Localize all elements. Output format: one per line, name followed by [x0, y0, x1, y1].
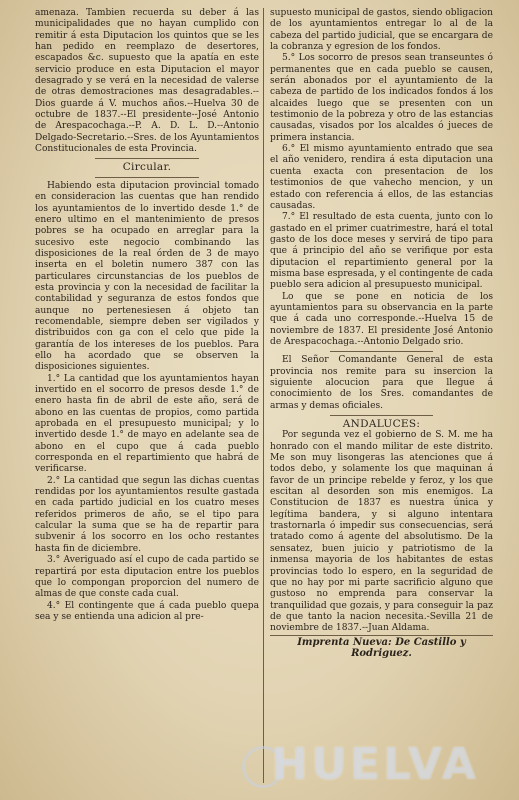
article-3: 3.° Averiguado así el cupo de cada partido se repartirá por esta diputacion entre los pueblos que lo compongan proporcion del numero de almas de que conste cada cual.	[35, 555, 259, 600]
section-divider	[95, 158, 199, 159]
proclamation-text: Por segunda vez el gobierno de S. M. me ha honrado con el mando militar de este distrito. Me son muy lisongeras las atenciones que á todos debo, y solamente los que maquinan á favor de un principe rebelde y feroz, y los que escitan al desorden son mis enemigos. La Constitucion de 1837 es nuestra única y legítima bandera, y si alguno intentara trastornarla ó impedir sus consecuencias, será tratado como á agente del absolutismo. De la sensatez, buen juicio y patriotismo de la inmensa mayoria de los habitantes de estas provincias todo lo espero, en la seguridad de que no hay por mi parte sacrificio alguno que gustoso no emprenda para conservar la tranquilidad que gozais, y para conseguir la paz de que tanto la nacion necesita.-Sevilla 21 de noviembre de 1837.--Juan Aldama.	[270, 430, 493, 634]
article-6: 6.° El mismo ayuntamiento entrado que sea el año venidero, rendira á esta diputacion una cuenta exacta con presentacion de los testimonios de que vahecho mencion, y un estado con referencia á ellos, de las estancias causadas.	[270, 144, 493, 211]
andaluces-heading: ANDALUCES:	[342, 418, 421, 431]
section-divider-3	[330, 415, 433, 416]
printer-imprint: Imprenta Nueva: De Castillo y Rodriguez.	[270, 635, 493, 660]
article-4-continued: supuesto municipal de gastos, siendo obligacion de los ayuntamientos entregar lo al de la cabeza del partido judicial, que se encargara de la cobranza y egresion de los fondos.	[270, 8, 493, 53]
right-column	[264, 8, 498, 783]
section-divider-2	[330, 351, 433, 352]
circular-closing: Lo que se pone en noticia de los ayuntamientos para su observancia en la parte que á cada uno corresponde.--Huelva 15 de noviembre de 1837. El presidente José Antonio de Arespacochaga.--Antonio Delgado srio.	[270, 291, 493, 347]
circular-intro: Habiendo esta diputacion provincial tomado en consideracion las cuentas que han rendido los ayuntamientos de lo invertido desde 1.° de enero ultimo en el mantenimiento de presos pobres se ha ocupado en arreglar para la sucesivo este negocio combinando las disposiciones de la real órden de 3 de mayo inserta en el boletin numero 387 con las particulares circunstancias de los pueblos de esta provincia y con la necesidad de facilitar la contabilidad y seguranza de estos fondos que aunque no pertenesiesen á objeto tan recomendable, siempre deben ser vigilados y distribuidos con ga con el celo que pide la garantía de los intereses de los pueblos. Para ello ha acordado que se observen la disposiciones siguientes.	[35, 180, 259, 373]
article-1: 1.° La cantidad que los ayuntamientos hayan invertido en el socorro de presos desde 1.° de enero hasta fin de abril de este año, será de abono en las cuentas de propios, como partida aprobada en el presupuesto municipal; y lo invertido desde 1.° de mayo en adelante sea de abono en el cupo que á cada pueblo corresponda en el repartimiento que habrá de verificarse.	[35, 373, 259, 475]
circular-heading: Circular.	[122, 161, 172, 174]
article-4: 4.° El contingente que á cada pueblo quepa sea y se entienda una adicion al pre-	[35, 600, 259, 622]
watermark: HUELVA	[271, 739, 479, 790]
decree-text: amenaza. Tambien recuerda su deber á las municipalidades que no hayan cumplido con remitir á esta Diputacion los quintos que se les han pedido en reemplazo de desertores, escapados &c. supuesto que la apatía en este servicio produce en esta Diputacion el mayor desagrado y se verá en la necesidad de valerse de otras demostraciones mas desagradables.--Dios guarde á V. muchos años.--Huelva 30 de octubre de 1837.--El presidente--José Antonio de Arespacochaga.--P. A. D. L. D.--Antonio Delgado-Secretario.--Sres. de los Ayuntamientos Constitucionales de esta Provincia.	[35, 8, 259, 155]
article-7: 7.° El resultado de esta cuenta, junto con lo gastado en el primer cuatrimestre, hará el total gasto de los doce meses y servirá de tipo para que á principio del año se verifique por esta diputacion el repartimiento general por la misma base espresada, y el contingente de cada pueblo sera adicion al presupuesto municipal.	[270, 212, 493, 291]
article-2: 2.° La cantidad que segun las dichas cuentas rendidas por los ayuntamientos resulte gastada en cada partido judicial en los cuatro meses referidos primeros de año, se el tipo para calcular la suma que se ha de repartir para subvenir á los socorro en los ocho restantes hasta fin de diciembre.	[35, 475, 259, 554]
commandant-note: El Señor Comandante General de esta provincia nos remite para su insercion la siguiente alocucion para que llegue á conocimiento de los Sres. comandantes de armas y demas oficiales.	[270, 355, 493, 411]
article-5: 5.° Los socorro de presos sean transeuntes ó permanentes que en cada pueblo se causen, serán abonados por el ayuntamiento de la cabeza de partido de los indicados fondos á los alcaides luego que se presenten con un testimonio de la pobreza y otro de las estancias causadas, visados por los alcaldes ó jueces de primera instancia.	[270, 53, 493, 143]
text-columns	[30, 8, 498, 783]
heading-underline	[95, 177, 199, 178]
left-column	[30, 8, 264, 783]
